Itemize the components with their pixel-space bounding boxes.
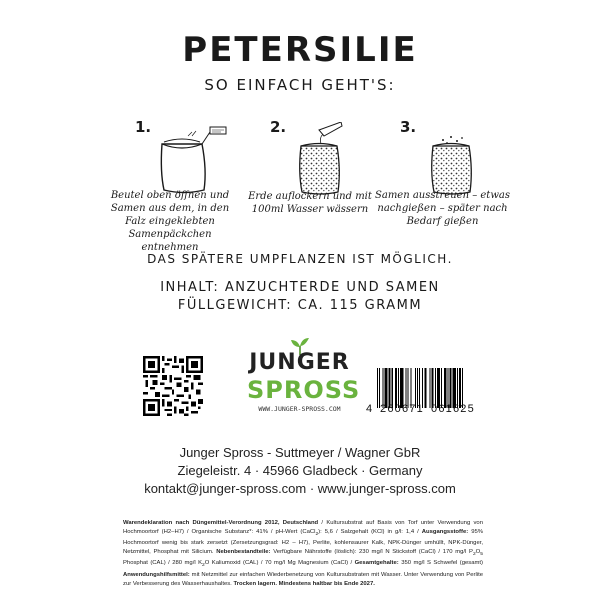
repot-note: DAS SPÄTERE UMPFLANZEN IST MÖGLICH.	[147, 252, 453, 266]
barcode-bar	[432, 368, 434, 408]
step-number: 1.	[135, 118, 152, 136]
declaration-text: O Kaliumoxid (CAL) / 70 mg/l Mg Magnesium (CaCl) /	[204, 560, 355, 567]
barcode-bar	[449, 368, 451, 408]
product-title: PETERSILIE	[182, 30, 418, 70]
declaration-heading: Anwendungshilfsmittel:	[123, 572, 190, 579]
barcode-bar	[462, 368, 463, 408]
ean-right-group: 061625	[431, 403, 475, 415]
barcode-bar	[444, 368, 446, 408]
qr-code-icon	[143, 356, 203, 416]
declaration-text: mit Netzmittel zur einfachen Wiederbenetzung von Kultursubstraten mit Wasser. Unter Verwendung von Perlite zur Verbesserung des Wasserhaushaltes.	[123, 572, 483, 587]
barcode-bar	[422, 368, 423, 408]
declaration-text: / Kultursubstrat auf Basis von Torf unter Verwendung von Hochmoortorf (H2–H7) / Organische Substanz*: 41% / pH-Wert (CaCl	[123, 520, 483, 535]
barcode-bar	[447, 368, 448, 408]
step-description: Samen ausstreuen – etwas nachgießen – später nach Bedarf gießen	[375, 190, 510, 227]
barcode-bar	[389, 368, 391, 408]
barcode-bar	[395, 368, 397, 408]
barcode-bar	[453, 368, 456, 408]
barcode-bar	[437, 368, 440, 408]
barcode-bar	[435, 368, 436, 408]
declaration-subscript: 2	[472, 551, 476, 557]
barcode-bar	[417, 368, 418, 408]
barcode-bar	[407, 368, 408, 408]
barcode-bar	[382, 368, 383, 408]
barcode-bar	[411, 368, 412, 408]
weight-note: FÜLLGEWICHT: CA. 115 GRAMM	[177, 298, 423, 313]
brand-logo	[247, 337, 361, 419]
declaration-subscript: 2	[315, 531, 319, 537]
ean-first-digit: 4	[366, 403, 374, 415]
barcode-bar	[377, 368, 378, 408]
step-number: 3.	[400, 118, 417, 136]
barcode-bar	[419, 368, 420, 408]
declaration-heading: Trocken lagern. Mindestens haltbar bis Ende 2027.	[233, 580, 375, 587]
barcode-bar	[415, 368, 416, 408]
logo-text-spross: SPROSS	[247, 376, 361, 404]
step-description: Beutel oben öffnen und Samen aus dem, in den Falz eingeklebten Samenpäckchen entnehmen	[110, 190, 230, 253]
barcode-bar	[392, 368, 393, 408]
barcode-bar	[405, 368, 406, 408]
declaration-heading: Ausgangsstoffe:	[421, 528, 469, 535]
declaration-text: 350 mg/l S Schwefel (gesamt)	[398, 560, 484, 567]
declaration-text: 95% Hochmoortorf wenig bis stark zersetzt (Zersetzungsgrad: H2 – H7), Perlite, kohlensaurer Kalk, NPK-Dünger umhüllt, NPK-Dünger, Netzmittel, Phosphat mit Silicium.	[123, 528, 483, 555]
product-declaration	[123, 519, 483, 588]
company-address: Ziegeleistr. 4 · 45966 Gladbeck · Germany	[177, 463, 423, 478]
barcode-bar	[457, 368, 458, 408]
step-number: 2.	[270, 118, 287, 136]
declaration-heading: Warendeklaration nach Düngemittel-Verordnung 2012, Deutschland	[123, 520, 319, 526]
barcode-bar	[379, 368, 380, 408]
barcode-bar	[384, 368, 387, 408]
logo-url: WWW.JUNGER-SPROSS.COM	[258, 405, 341, 413]
watering-bag-icon	[275, 122, 365, 200]
declaration-text: ): 5,6 / Salzgehalt (KCl) in g/l: 1,4 /	[318, 528, 422, 535]
content-note: INHALT: ANZUCHTERDE UND SAMEN	[160, 280, 440, 295]
barcode-bar	[430, 368, 431, 408]
declaration-heading: Gesamtgehalte:	[354, 560, 399, 567]
declaration-subscript: 2	[202, 563, 205, 569]
barcode-bar	[400, 368, 403, 408]
logo-text-junger: JUNGER	[249, 350, 350, 375]
barcode-bar	[459, 368, 461, 408]
declaration-text: O	[475, 548, 481, 555]
barcode-bar	[424, 368, 426, 408]
barcode-bar	[441, 368, 442, 408]
instructions-heading: SO EINFACH GEHT'S:	[204, 76, 396, 94]
declaration-heading: Nebenbestandteile:	[216, 548, 271, 555]
declaration-subscript: 5	[480, 551, 483, 557]
ean-left-group: 260671	[380, 403, 424, 415]
step-description: Erde auflockern und mit 100ml Wasser wässern	[248, 191, 372, 215]
company-name: Junger Spross - Suttmeyer / Wagner GbR	[179, 445, 421, 460]
company-contact: kontakt@junger-spross.com · www.junger-spross.com	[144, 481, 456, 496]
barcode-bar	[398, 368, 399, 408]
declaration-text: Verfügbare Nährstoffe (löslich): 230 mg/l N Stickstoff (CaCl) / 170 mg/l P	[270, 548, 473, 555]
declaration-text: Phosphat (CAL) / 280 mg/l K	[123, 560, 203, 567]
